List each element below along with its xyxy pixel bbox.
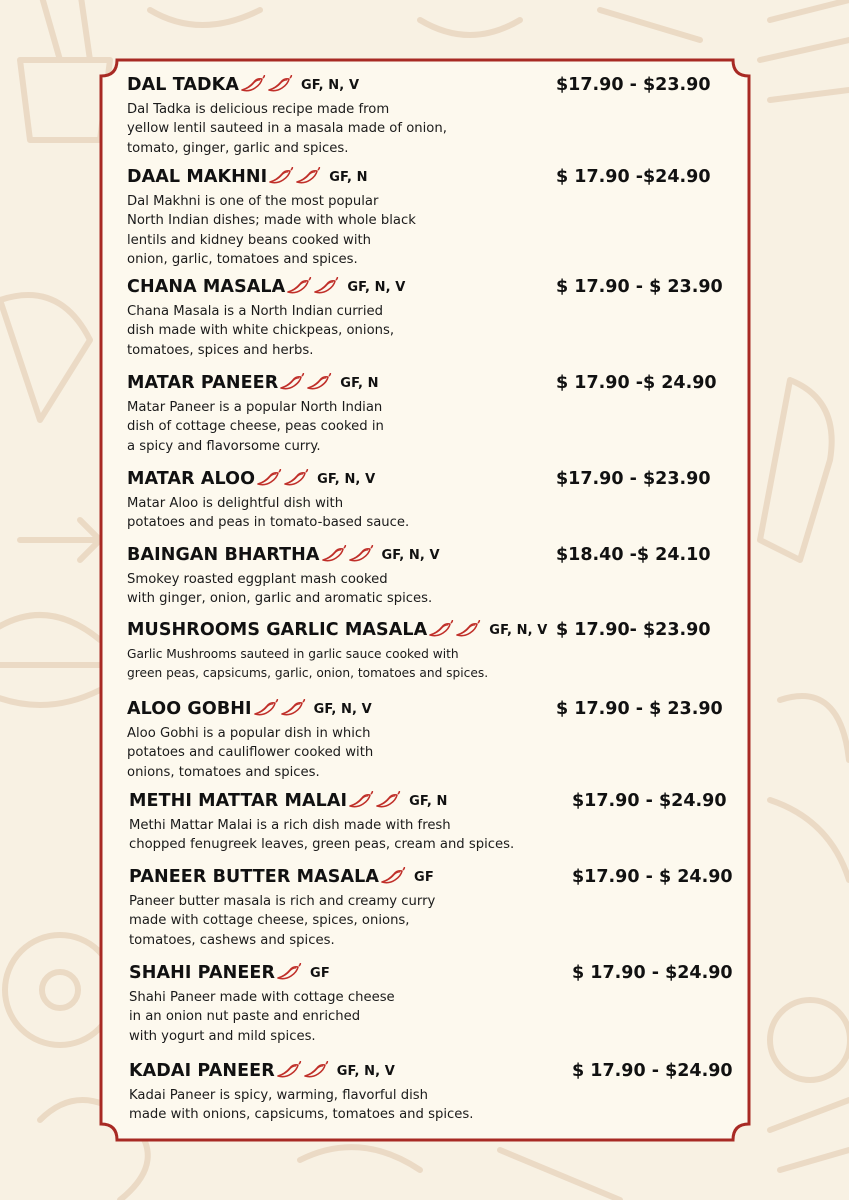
menu-item bbox=[127, 276, 727, 360]
menu-item-price: $17.90 - $24.90 bbox=[572, 791, 727, 811]
description-line: made with onions, capsicums, tomatoes and spices. bbox=[129, 1107, 474, 1123]
chili-icon bbox=[313, 277, 339, 295]
menu-item-price: $17.90 - $ 24.90 bbox=[572, 867, 733, 887]
description-line: dish of cottage cheese, peas cooked in bbox=[127, 419, 384, 435]
menu-item-price: $ 17.90 -$24.90 bbox=[556, 167, 711, 187]
menu-item-name-row bbox=[127, 372, 379, 395]
menu-item-description bbox=[129, 892, 729, 950]
menu-item-description bbox=[127, 302, 727, 360]
dietary-tags: GF, N, V bbox=[317, 472, 376, 487]
dietary-tags: GF bbox=[310, 966, 330, 981]
description-line: Dal Tadka is delicious recipe made from bbox=[127, 102, 390, 117]
doodle-fries-icon bbox=[20, 0, 110, 140]
dietary-tags: GF, N, V bbox=[381, 548, 440, 563]
chili-icon bbox=[276, 1061, 302, 1079]
menu-item bbox=[127, 698, 727, 782]
menu-item bbox=[129, 866, 733, 950]
menu-item bbox=[127, 372, 727, 456]
chili-icon bbox=[380, 867, 406, 885]
description-line: made with cottage cheese, spices, onions, bbox=[129, 913, 410, 929]
description-line: Paneer butter masala is rich and creamy curry bbox=[129, 894, 436, 909]
menu-item-price: $ 17.90 - $ 23.90 bbox=[556, 699, 723, 719]
chili-icon bbox=[268, 167, 294, 185]
menu-item-name: DAAL MAKHNI bbox=[127, 167, 268, 187]
menu-item-description bbox=[127, 570, 727, 609]
chili-icon bbox=[267, 75, 293, 93]
menu-item-header bbox=[129, 1060, 733, 1084]
menu-item-name: PANEER BUTTER MASALA bbox=[129, 867, 380, 887]
menu-item-name-row bbox=[127, 619, 547, 642]
description-line: Shahi Paneer made with cottage cheese bbox=[129, 990, 395, 1005]
menu-item-description bbox=[129, 1086, 729, 1125]
description-line: Matar Aloo is delightful dish with bbox=[127, 496, 344, 511]
menu-item bbox=[127, 619, 727, 683]
chili-icon bbox=[280, 699, 306, 717]
menu-item-price: $ 17.90 - $24.90 bbox=[572, 963, 733, 983]
description-line: tomato, ginger, garlic and spices. bbox=[127, 140, 349, 156]
dietary-tags: GF, N, V bbox=[313, 702, 372, 717]
menu-item-header bbox=[129, 866, 733, 890]
doodle-cake-icon bbox=[760, 0, 849, 100]
dietary-tags: GF, N, V bbox=[300, 78, 360, 93]
description-line: Chana Masala is a North Indian curried bbox=[127, 304, 383, 319]
menu-item bbox=[127, 166, 727, 269]
menu-item-name: KADAI PANEER bbox=[129, 1061, 275, 1081]
dietary-tags: GF, N, V bbox=[347, 280, 406, 295]
menu-item bbox=[127, 544, 727, 609]
menu-item-name-row bbox=[129, 962, 330, 985]
chili-icon bbox=[256, 469, 282, 487]
doodle-arrow-icon bbox=[20, 520, 100, 560]
description-line: green peas, capsicums, garlic, onion, tomatoes and spices. bbox=[127, 666, 489, 680]
menu-item-description bbox=[129, 988, 729, 1046]
chili-icon bbox=[240, 75, 266, 93]
menu-item-header bbox=[129, 962, 733, 986]
menu-item-price: $18.40 -$ 24.10 bbox=[556, 545, 711, 565]
description-line: tomatoes, spices and herbs. bbox=[127, 342, 314, 358]
menu-item-price: $ 17.90- $23.90 bbox=[556, 620, 711, 640]
chili-icon bbox=[306, 373, 332, 391]
menu-item-description bbox=[129, 816, 729, 855]
chili-icon bbox=[295, 167, 321, 185]
menu-item-header bbox=[127, 74, 727, 98]
dietary-tags: GF, N, V bbox=[489, 623, 548, 638]
chili-icon bbox=[455, 620, 481, 638]
description-line: with yogurt and mild spices. bbox=[129, 1028, 316, 1044]
menu-item-name-row bbox=[127, 544, 440, 567]
menu-item-description bbox=[127, 192, 727, 269]
menu-item-name: BAINGAN BHARTHA bbox=[127, 545, 320, 565]
menu-item-description bbox=[127, 724, 727, 782]
chili-icon bbox=[321, 545, 347, 563]
menu-item-name-row bbox=[127, 74, 359, 97]
menu-item-name-row bbox=[129, 1060, 395, 1083]
doodle-burger-icon bbox=[0, 615, 100, 705]
description-line: onion, garlic, tomatoes and spices. bbox=[127, 251, 358, 267]
description-line: Methi Mattar Malai is a rich dish made with fresh bbox=[129, 818, 451, 833]
menu-item-name: CHANA MASALA bbox=[127, 277, 286, 297]
chili-icon bbox=[348, 791, 374, 809]
chili-icon bbox=[279, 373, 305, 391]
description-line: potatoes and peas in tomato-based sauce. bbox=[127, 515, 410, 531]
description-line: lentils and kidney beans cooked with bbox=[127, 232, 372, 248]
description-line: potatoes and cauliflower cooked with bbox=[127, 745, 374, 761]
chili-icon bbox=[428, 620, 454, 638]
menu-panel bbox=[99, 58, 751, 1142]
menu-item-description bbox=[127, 398, 727, 456]
menu-item-header bbox=[127, 372, 727, 396]
chili-icon bbox=[286, 277, 312, 295]
menu-item-name: ALOO GOBHI bbox=[127, 699, 252, 719]
menu-item-name-row bbox=[127, 166, 368, 189]
description-line: onions, tomatoes and spices. bbox=[127, 764, 320, 780]
menu-item-header bbox=[127, 619, 727, 643]
menu-item bbox=[127, 74, 727, 158]
menu-item-description bbox=[127, 645, 727, 683]
description-line: North Indian dishes; made with whole black bbox=[127, 213, 416, 229]
menu-item-header bbox=[127, 276, 727, 300]
menu-item-description bbox=[127, 100, 727, 158]
chili-icon bbox=[283, 469, 309, 487]
menu-item-name: METHI MATTAR MALAI bbox=[129, 791, 348, 811]
menu-item-header bbox=[127, 544, 727, 568]
dietary-tags: GF, N, V bbox=[336, 1064, 395, 1079]
menu-item-description bbox=[127, 494, 727, 533]
description-line: Kadai Paneer is spicy, warming, flavorful dish bbox=[129, 1088, 428, 1103]
menu-item-name: MUSHROOMS GARLIC MASALA bbox=[127, 620, 428, 640]
menu-item bbox=[129, 790, 729, 855]
menu-item-price: $17.90 - $23.90 bbox=[556, 75, 711, 95]
menu-item-price: $ 17.90 -$ 24.90 bbox=[556, 373, 717, 393]
description-line: Dal Makhni is one of the most popular bbox=[127, 194, 379, 209]
menu-item-header bbox=[127, 698, 727, 722]
menu-item bbox=[127, 468, 727, 533]
menu-item-name: MATAR PANEER bbox=[127, 373, 279, 393]
dietary-tags: GF, N bbox=[340, 376, 379, 391]
menu-item-name: MATAR ALOO bbox=[127, 469, 256, 489]
doodle-icecream-icon bbox=[0, 295, 90, 420]
menu-item-header bbox=[127, 166, 727, 190]
dietary-tags: GF bbox=[414, 870, 434, 885]
chili-icon bbox=[276, 963, 302, 981]
description-line: Garlic Mushrooms sauteed in garlic sauce cooked with bbox=[127, 647, 459, 661]
chili-icon bbox=[303, 1061, 329, 1079]
menu-item-price: $ 17.90 - $24.90 bbox=[572, 1061, 733, 1081]
menu-item-price: $17.90 - $23.90 bbox=[556, 469, 711, 489]
dietary-tags: GF, N bbox=[329, 170, 368, 185]
menu-item-name-row bbox=[127, 698, 372, 721]
menu-item-name-row bbox=[127, 468, 375, 491]
menu-item bbox=[129, 962, 733, 1046]
dietary-tags: GF, N bbox=[409, 794, 448, 809]
description-line: in an onion nut paste and enriched bbox=[129, 1009, 361, 1025]
menu-item-header bbox=[127, 468, 727, 492]
chili-icon bbox=[253, 699, 279, 717]
menu-item-header bbox=[129, 790, 729, 814]
menu-item-name-row bbox=[127, 276, 405, 299]
description-line: a spicy and flavorsome curry. bbox=[127, 438, 321, 454]
chili-icon bbox=[375, 791, 401, 809]
description-line: with ginger, onion, garlic and aromatic spices. bbox=[127, 591, 433, 607]
menu-item-name: DAL TADKA bbox=[127, 75, 239, 95]
description-line: tomatoes, cashews and spices. bbox=[129, 932, 335, 948]
description-line: Matar Paneer is a popular North Indian bbox=[127, 400, 383, 415]
menu-item-name-row bbox=[129, 790, 447, 813]
description-line: chopped fenugreek leaves, green peas, cream and spices. bbox=[129, 837, 515, 853]
description-line: dish made with white chickpeas, onions, bbox=[127, 323, 395, 339]
menu-item-price: $ 17.90 - $ 23.90 bbox=[556, 277, 723, 297]
menu-item-name: SHAHI PANEER bbox=[129, 963, 276, 983]
menu-item bbox=[129, 1060, 733, 1125]
description-line: Smokey roasted eggplant mash cooked bbox=[127, 572, 388, 587]
doodle-bottle-icon bbox=[760, 380, 832, 560]
menu-item-name-row bbox=[129, 866, 434, 889]
chili-icon bbox=[348, 545, 374, 563]
description-line: yellow lentil sauteed in a masala made of onion, bbox=[127, 121, 447, 137]
description-line: Aloo Gobhi is a popular dish in which bbox=[127, 726, 371, 741]
